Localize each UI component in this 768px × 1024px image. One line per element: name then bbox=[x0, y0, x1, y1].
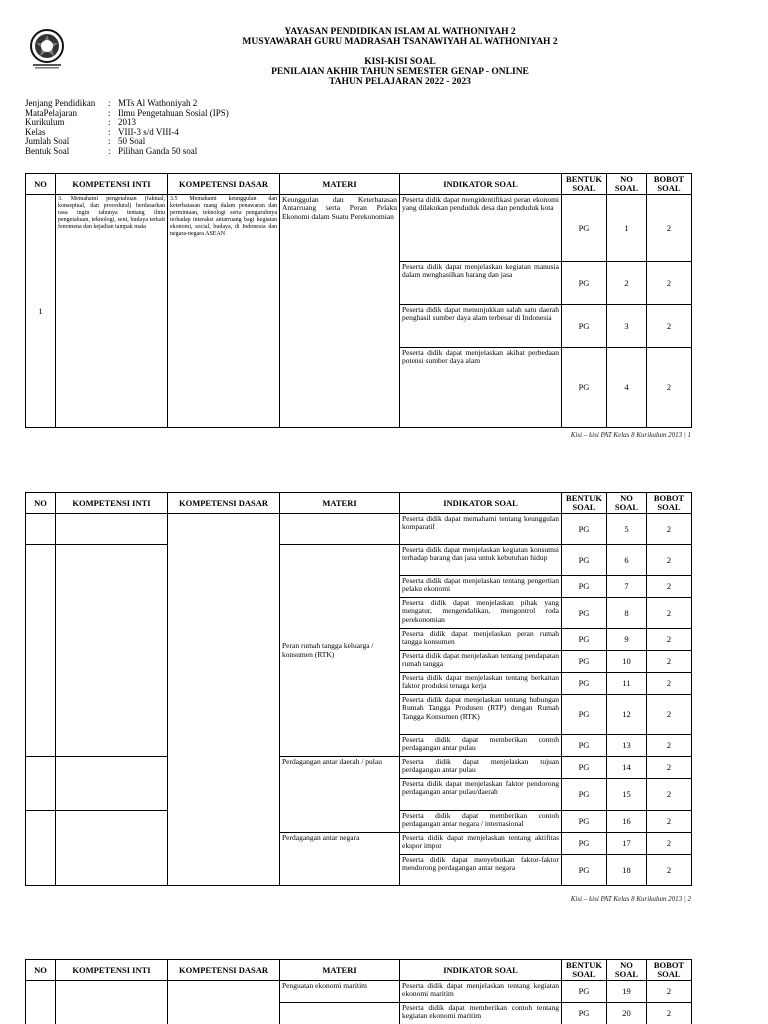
cell-kompetensi-dasar bbox=[168, 514, 280, 886]
cell-bobot: 2 bbox=[647, 629, 692, 651]
cell-nosoal: 8 bbox=[607, 598, 647, 629]
page-footer: Kisi – kisi PAT Kelas 8 Kurikulum 2013 | 2 bbox=[570, 895, 691, 903]
cell-nosoal: 6 bbox=[607, 545, 647, 576]
cell-indikator: Peserta didik dapat mengidentifikasi peran ekonomi yang dilakukan penduduk desa dan penduduk kota bbox=[400, 195, 562, 262]
col-header-no: NO bbox=[26, 174, 56, 195]
cell-indikator: Peserta didik dapat memahami tentang keunggulan komparatif bbox=[400, 514, 562, 545]
cell-bobot: 2 bbox=[647, 673, 692, 695]
cell-kompetensi-inti bbox=[56, 545, 168, 757]
col-header-indikator: INDIKATOR SOAL bbox=[400, 174, 562, 195]
col-header-nosoal: NO SOAL bbox=[607, 493, 647, 514]
cell-nosoal: 12 bbox=[607, 695, 647, 735]
info-row: Kelas : VIII-3 s/d VIII-4 bbox=[25, 128, 418, 138]
col-header-nosoal: NO SOAL bbox=[607, 174, 647, 195]
info-row: Kurikulum : 2013 bbox=[25, 118, 418, 128]
cell-materi: Perdagangan antar daerah / pulau bbox=[280, 757, 400, 833]
col-header-kd: KOMPETENSI DASAR bbox=[168, 493, 280, 514]
cell-materi bbox=[280, 514, 400, 545]
cell-bobot: 2 bbox=[647, 735, 692, 757]
info-row: Jenjang Pendidikan : MTs Al Wathoniyah 2 bbox=[25, 99, 418, 109]
col-header-materi: MATERI bbox=[280, 493, 400, 514]
cell-nosoal: 5 bbox=[607, 514, 647, 545]
cell-bobot: 2 bbox=[647, 981, 692, 1003]
cell-bentuk: PG bbox=[562, 545, 607, 576]
cell-indikator: Peserta didik dapat menjelaskan tentang berkaitan faktor produksi tenaga kerja bbox=[400, 673, 562, 695]
cell-bobot: 2 bbox=[647, 1003, 692, 1024]
info-row: MataPelajaran : Ilmu Pengetahuan Sosial (IPS) bbox=[25, 109, 418, 119]
col-header-ki: KOMPETENSI INTI bbox=[56, 174, 168, 195]
cell-bentuk: PG bbox=[562, 811, 607, 833]
cell-indikator: Peserta didik dapat menunjukkan salah satu daerah penghasil sumber daya alam terbesar di Indonesia bbox=[400, 305, 562, 348]
col-header-bentuk: BENTUK SOAL bbox=[562, 960, 607, 981]
cell-bobot: 2 bbox=[647, 576, 692, 598]
cell-indikator: Peserta didik dapat menjelaskan kegiatan konsumsi terhadap barang dan jasa untuk kebutuhan hidup bbox=[400, 545, 562, 576]
cell-nosoal: 10 bbox=[607, 651, 647, 673]
cell-bentuk: PG bbox=[562, 855, 607, 886]
header-assessment: PENILAIAN AKHIR TAHUN SEMESTER GENAP - ONLINE bbox=[271, 67, 529, 77]
page-1 bbox=[0, 0, 768, 448]
info-value: VIII-3 s/d VIII-4 bbox=[118, 126, 179, 137]
table-row bbox=[26, 545, 692, 576]
cell-nosoal: 3 bbox=[607, 305, 647, 348]
cell-kompetensi-inti bbox=[56, 757, 168, 811]
cell-indikator: Peserta didik dapat menjelaskan akibat perbedaan potensi sumber daya alam bbox=[400, 348, 562, 428]
cell-bentuk: PG bbox=[562, 981, 607, 1003]
cell-nosoal: 17 bbox=[607, 833, 647, 855]
cell-indikator: Peserta didik dapat memberikan contoh tentang kegiatan ekonomi maritim bbox=[400, 1003, 562, 1024]
cell-bobot: 2 bbox=[647, 695, 692, 735]
col-header-no: NO bbox=[26, 960, 56, 981]
cell-kompetensi-inti: 3. Memahami pengetahuan (faktual, konseptual, dan procedural) berdasarkan rasa ingin tahunya tentang ilmu pengetahuan, teknologi, seni, budaya terkait fenomena dan kejadian tampak mata bbox=[56, 195, 168, 428]
table-row bbox=[26, 514, 692, 545]
cell-bentuk: PG bbox=[562, 598, 607, 629]
cell-bobot: 2 bbox=[647, 598, 692, 629]
cell-nosoal: 13 bbox=[607, 735, 647, 757]
cell-nosoal: 4 bbox=[607, 348, 647, 428]
header-council-name: MUSYAWARAH GURU MADRASAH TSANAWIYAH AL WATHONIYAH 2 bbox=[242, 37, 558, 47]
cell-bobot: 2 bbox=[647, 651, 692, 673]
cell-bobot: 2 bbox=[647, 545, 692, 576]
info-label: Kelas bbox=[25, 126, 46, 137]
cell-bobot: 2 bbox=[647, 305, 692, 348]
col-header-materi: MATERI bbox=[280, 174, 400, 195]
cell-bobot: 2 bbox=[647, 348, 692, 428]
cell-bentuk: PG bbox=[562, 576, 607, 598]
cell-nosoal: 1 bbox=[607, 195, 647, 262]
table-row bbox=[26, 757, 692, 779]
cell-bobot: 2 bbox=[647, 195, 692, 262]
cell-materi: Perdagangan antar negara bbox=[280, 833, 400, 886]
cell-nosoal: 19 bbox=[607, 981, 647, 1003]
cell-bentuk: PG bbox=[562, 305, 607, 348]
cell-materi: Peran rumah tangga keluarga / konsumen (RTK) bbox=[280, 545, 400, 757]
col-header-kd: KOMPETENSI DASAR bbox=[168, 960, 280, 981]
cell-bentuk: PG bbox=[562, 262, 607, 305]
table-row bbox=[26, 195, 692, 262]
col-header-ki: KOMPETENSI INTI bbox=[56, 960, 168, 981]
cell-nosoal: 16 bbox=[607, 811, 647, 833]
info-block bbox=[25, 99, 418, 156]
kisi-table-page-1 bbox=[25, 173, 692, 428]
cell-no bbox=[26, 811, 56, 886]
cell-kompetensi-inti bbox=[56, 981, 168, 1024]
cell-nosoal: 15 bbox=[607, 779, 647, 811]
col-header-indikator: INDIKATOR SOAL bbox=[400, 493, 562, 514]
cell-nosoal: 9 bbox=[607, 629, 647, 651]
cell-bentuk: PG bbox=[562, 195, 607, 262]
cell-nosoal: 2 bbox=[607, 262, 647, 305]
cell-materi: Keunggulan dan Keterbatasan Antarruang serta Peran Pelaku Ekonomi dalam Suatu Perekonomian bbox=[280, 195, 400, 428]
cell-no bbox=[26, 981, 56, 1024]
cell-bentuk: PG bbox=[562, 651, 607, 673]
cell-bentuk: PG bbox=[562, 629, 607, 651]
cell-indikator: Peserta didik dapat menjelaskan peran rumah tangga konsumen bbox=[400, 629, 562, 651]
col-header-indikator: INDIKATOR SOAL bbox=[400, 960, 562, 981]
table-header-row bbox=[26, 174, 692, 195]
cell-indikator: Peserta didik dapat memberikan contoh perdagangan antar pulau bbox=[400, 735, 562, 757]
kisi-table-page-3 bbox=[25, 959, 692, 1024]
cell-no bbox=[26, 757, 56, 811]
col-header-kd: KOMPETENSI DASAR bbox=[168, 174, 280, 195]
col-header-bentuk: BENTUK SOAL bbox=[562, 493, 607, 514]
col-header-no: NO bbox=[26, 493, 56, 514]
cell-no bbox=[26, 514, 56, 545]
page-footer: Kisi – kisi PAT Kelas 8 Kurikulum 2013 | 1 bbox=[570, 431, 691, 439]
cell-indikator: Peserta didik dapat menjelaskan tentang kegiatan ekonomi maritim bbox=[400, 981, 562, 1003]
cell-bentuk: PG bbox=[562, 735, 607, 757]
cell-indikator: Peserta didik dapat menjelaskan faktor pendorong perdagangan antar pulau/daerah bbox=[400, 779, 562, 811]
info-label: Jenjang Pendidikan bbox=[25, 98, 96, 108]
col-header-bobot: BOBOT SOAL bbox=[647, 960, 692, 981]
cell-bobot: 2 bbox=[647, 262, 692, 305]
info-label: Bentuk Soal bbox=[25, 145, 70, 156]
cell-nosoal: 18 bbox=[607, 855, 647, 886]
cell-indikator: Peserta didik dapat menjelaskan tujuan perdagangan antar pulau bbox=[400, 757, 562, 779]
cell-bobot: 2 bbox=[647, 811, 692, 833]
cell-bentuk: PG bbox=[562, 833, 607, 855]
cell-indikator: Peserta didik dapat menjelaskan tentang aktifitas ekspor impor bbox=[400, 833, 562, 855]
table-header-row bbox=[26, 493, 692, 514]
cell-indikator: Peserta didik dapat menjelaskan tentang pendapatan rumah tangga bbox=[400, 651, 562, 673]
info-row: Bentuk Soal : Pilihan Ganda 50 soal bbox=[25, 147, 418, 157]
cell-kompetensi-inti bbox=[56, 514, 168, 545]
info-label: Jumlah Soal bbox=[25, 136, 70, 146]
table-header-row bbox=[26, 960, 692, 981]
info-row: Jumlah Soal : 50 Soal bbox=[25, 137, 418, 147]
cell-bentuk: PG bbox=[562, 514, 607, 545]
cell-nosoal: 11 bbox=[607, 673, 647, 695]
cell-bentuk: PG bbox=[562, 348, 607, 428]
cell-indikator: Peserta didik dapat menjelaskan pihak yang mengatur, mengendalikan, mengontrol roda perekonomian bbox=[400, 598, 562, 629]
cell-materi: Penguatan ekonomi maritim bbox=[280, 981, 400, 1003]
cell-materi bbox=[280, 1003, 400, 1024]
info-value: 50 Soal bbox=[118, 136, 146, 146]
cell-bentuk: PG bbox=[562, 1003, 607, 1024]
cell-no: 1 bbox=[26, 195, 56, 428]
cell-kompetensi-inti bbox=[56, 811, 168, 886]
cell-bentuk: PG bbox=[562, 695, 607, 735]
cell-bobot: 2 bbox=[647, 855, 692, 886]
cell-nosoal: 20 bbox=[607, 1003, 647, 1024]
header-foundation-name: YAYASAN PENDIDIKAN ISLAM AL WATHONIYAH 2 bbox=[284, 27, 516, 37]
cell-bobot: 2 bbox=[647, 514, 692, 545]
cell-indikator: Peserta didik dapat menjelaskan tentang pengertian pelaku ekonomi bbox=[400, 576, 562, 598]
cell-no bbox=[26, 545, 56, 757]
cell-bentuk: PG bbox=[562, 673, 607, 695]
col-header-bobot: BOBOT SOAL bbox=[647, 493, 692, 514]
cell-kompetensi-dasar bbox=[168, 981, 280, 1024]
header-school-year: TAHUN PELAJARAN 2022 - 2023 bbox=[329, 77, 471, 87]
info-label: Kurikulum bbox=[25, 117, 65, 127]
cell-indikator: Peserta didik dapat menjelaskan tentang hubungan Rumah Tangga Produsen (RTP) dengan Rumah Tangga Konsumen (RTK) bbox=[400, 695, 562, 735]
school-logo-icon bbox=[25, 26, 69, 70]
col-header-materi: MATERI bbox=[280, 960, 400, 981]
cell-indikator: Peserta didik dapat menyebutkan faktor-faktor mendorong perdagangan antar negara bbox=[400, 855, 562, 886]
cell-nosoal: 14 bbox=[607, 757, 647, 779]
cell-bobot: 2 bbox=[647, 757, 692, 779]
header-doc-title: KISI-KISI SOAL bbox=[364, 57, 436, 67]
cell-indikator: Peserta didik dapat memberikan contoh perdagangan antar negara / internasional bbox=[400, 811, 562, 833]
col-header-bobot: BOBOT SOAL bbox=[647, 174, 692, 195]
info-value: 2013 bbox=[118, 117, 136, 127]
cell-bentuk: PG bbox=[562, 757, 607, 779]
cell-indikator: Peserta didik dapat menjelaskan kegiatan manusia dalam menghasilkan barang dan jasa bbox=[400, 262, 562, 305]
info-value: Pilihan Ganda 50 soal bbox=[118, 145, 198, 156]
col-header-ki: KOMPETENSI INTI bbox=[56, 493, 168, 514]
info-value: Ilmu Pengetahuan Sosial (IPS) bbox=[118, 107, 229, 118]
cell-kompetensi-dasar: 3.5 Memahami keunggulan dan keterbatasan ruang dalam penawaran dan permintaan, teknologi serta pengaruhnya terhadap interaksi antarruang bagi kegiatan ekonomi, social, budaya, di Indonesia dan negara-negara ASEAN bbox=[168, 195, 280, 428]
table-row bbox=[26, 981, 692, 1003]
cell-bobot: 2 bbox=[647, 833, 692, 855]
col-header-bentuk: BENTUK SOAL bbox=[562, 174, 607, 195]
info-label: MataPelajaran bbox=[25, 107, 77, 118]
col-header-nosoal: NO SOAL bbox=[607, 960, 647, 981]
kisi-table-page-2 bbox=[25, 492, 692, 886]
cell-bobot: 2 bbox=[647, 779, 692, 811]
cell-bentuk: PG bbox=[562, 779, 607, 811]
info-value: MTs Al Wathoniyah 2 bbox=[118, 98, 198, 108]
cell-nosoal: 7 bbox=[607, 576, 647, 598]
